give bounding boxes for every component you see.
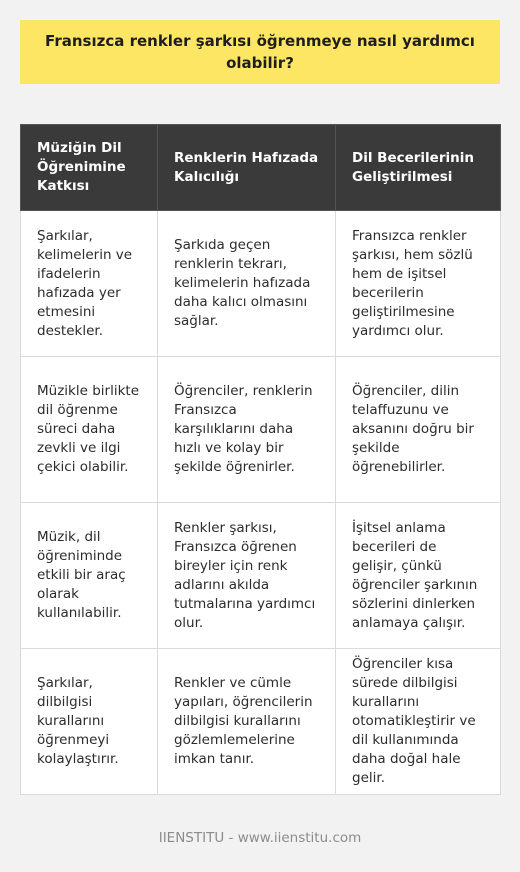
table-row: [21, 503, 501, 649]
table-cell: Öğrenciler kısa sürede dilbilgisi kurallarını otomatikleştirir ve dil kullanımında daha doğal hale gelir.: [336, 649, 501, 795]
column-header: Renklerin Hafızada Kalıcılığı: [158, 125, 336, 211]
table-cell: Renkler şarkısı, Fransızca öğrenen bireyler için renk adlarını akılda tutmalarına yardımcı olur.: [158, 503, 336, 649]
table-cell: Şarkılar, kelimelerin ve ifadelerin hafızada yer etmesini destekler.: [21, 211, 158, 357]
table-cell: İşitsel anlama becerileri de gelişir, çünkü öğrenciler şarkının sözlerini dinlerken anlamaya çalışır.: [336, 503, 501, 649]
table-row: [21, 649, 501, 795]
table-row: [21, 211, 501, 357]
table-cell: Renkler ve cümle yapıları, öğrencilerin dilbilgisi kurallarını gözlemlemelerine imkan tanır.: [158, 649, 336, 795]
table-header-row: [21, 125, 501, 211]
comparison-table: [20, 124, 501, 795]
footer-credit: IIENSTITU - www.iienstitu.com: [158, 830, 362, 846]
table-cell: Müzikle birlikte dil öğrenme süreci daha zevkli ve ilgi çekici olabilir.: [21, 357, 158, 503]
table-cell: Fransızca renkler şarkısı, hem sözlü hem de işitsel becerilerin geliştirilmesine yardımcı olur.: [336, 211, 501, 357]
table-cell: Şarkıda geçen renklerin tekrarı, kelimelerin hafızada daha kalıcı olmasını sağlar.: [158, 211, 336, 357]
table-cell: Öğrenciler, dilin telaffuzunu ve aksanını doğru bir şekilde öğrenebilirler.: [336, 357, 501, 503]
table-cell: Öğrenciler, renklerin Fransızca karşılıklarını daha hızlı ve kolay bir şekilde öğrenirler.: [158, 357, 336, 503]
table-row: [21, 357, 501, 503]
column-header: Müziğin Dil Öğrenimine Katkısı: [21, 125, 158, 211]
table-cell: Müzik, dil öğreniminde etkili bir araç olarak kullanılabilir.: [21, 503, 158, 649]
table-cell: Şarkılar, dilbilgisi kurallarını öğrenmeyi kolaylaştırır.: [21, 649, 158, 795]
page-title: Fransızca renkler şarkısı öğrenmeye nasıl yardımcı olabilir?: [20, 20, 500, 84]
column-header: Dil Becerilerinin Geliştirilmesi: [336, 125, 501, 211]
